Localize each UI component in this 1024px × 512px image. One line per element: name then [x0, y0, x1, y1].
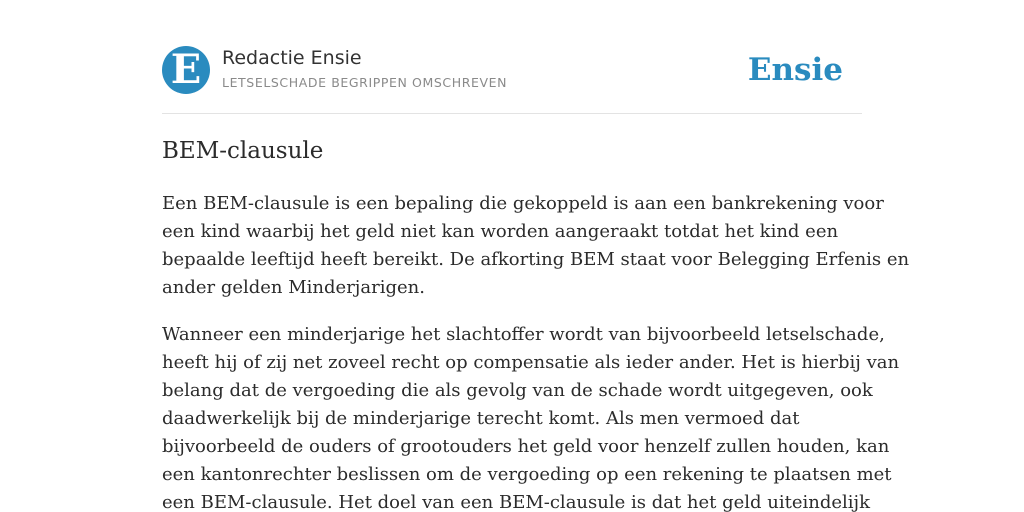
article-body: [162, 190, 910, 512]
paragraph-line: heeft hij of zij net zoveel recht op compensatie als ieder ander. Het is hierbij van: [162, 352, 900, 373]
ensie-logo-icon: E: [170, 46, 202, 93]
paragraph-line: een kind waarbij het geld niet kan worden aangeraakt totdat het kind een: [162, 221, 839, 242]
paragraph-line: ander gelden Minderjarigen.: [162, 277, 425, 298]
article-paragraph: [162, 321, 900, 512]
paragraph-line: daadwerkelijk bij de minderjarige terecht komt. Als men vermoed dat: [162, 408, 800, 429]
header-divider: [162, 113, 862, 114]
article-title: BEM-clausule: [162, 138, 324, 164]
paragraph-line: Wanneer een minderjarige het slachtoffer wordt van bijvoorbeeld letselschade,: [162, 324, 885, 345]
author-avatar[interactable]: [162, 46, 210, 94]
author-subtitle: LETSELSCHADE BEGRIPPEN OMSCHREVEN: [222, 75, 508, 90]
paragraph-line: bijvoorbeeld de ouders of grootouders het geld voor henzelf zullen houden, kan: [162, 436, 890, 457]
paragraph-line: Een BEM-clausule is een bepaling die gekoppeld is aan een bankrekening voor: [162, 193, 884, 214]
paragraph-line: bepaalde leeftijd heeft bereikt. De afkorting BEM staat voor Belegging Erfenis en: [162, 249, 910, 270]
paragraph-line: een BEM-clausule. Het doel van een BEM-clausule is dat het geld uiteindelijk: [162, 492, 871, 512]
author-name[interactable]: Redactie Ensie: [222, 47, 362, 69]
paragraph-line: belang dat de vergoeding die als gevolg van de schade wordt uitgegeven, ook: [162, 380, 873, 401]
header: [162, 46, 862, 96]
brand-logo[interactable]: Ensie: [747, 52, 843, 88]
article-paragraph: [162, 190, 910, 302]
paragraph-line: een kantonrechter beslissen om de vergoeding op een rekening te plaatsen met: [162, 464, 892, 485]
